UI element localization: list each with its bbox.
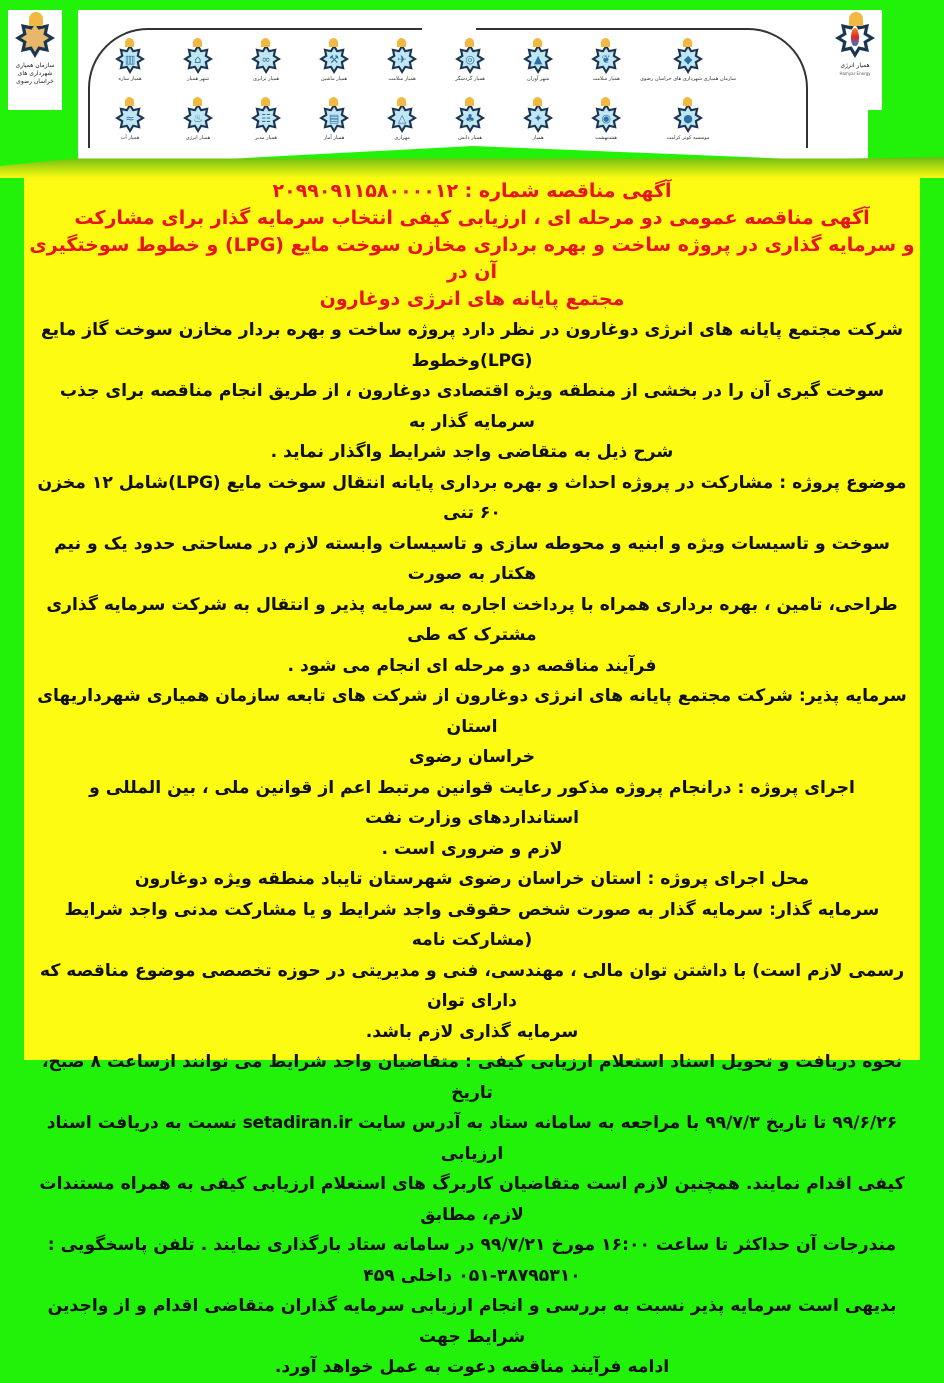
- notice-paragraph: [24, 895, 920, 1048]
- excavator-icon: ⚒: [319, 44, 349, 74]
- right-logo-caption-fa: همیار انرژی: [840, 62, 870, 69]
- notice-line: نحوه دریافت و تحویل اسناد استعلام ارزیابی کیفی : متقاضیان واجد شرایط می توانند ازساعت ۸ صبح، تاریخ: [41, 1052, 903, 1103]
- partner-logo: [436, 38, 504, 97]
- tender-notice: [24, 178, 920, 1383]
- partner-logo: [300, 38, 368, 97]
- notice-paragraph: [24, 864, 920, 895]
- notice-paragraph: [24, 1047, 920, 1291]
- partner-logo: [232, 38, 300, 97]
- notice-line: شرح ذیل به متقاضی واجد شرایط واگذار نماید .: [270, 442, 674, 462]
- partner-logo-label: همیار دانش: [458, 135, 483, 141]
- energy-flame-icon: ♨: [183, 103, 213, 133]
- org-emblem-icon: ◆: [673, 44, 703, 74]
- header-banner: [0, 0, 944, 180]
- notice-paragraph: [24, 468, 920, 682]
- partner-logo-label: مهرازی: [394, 135, 410, 141]
- partner-logo: [164, 38, 232, 97]
- partner-logo-label: شهر همیار: [187, 76, 209, 82]
- partner-logo: [96, 97, 164, 156]
- notice-paragraph: [24, 773, 920, 865]
- partner-logo-label: همیار مدیر: [255, 135, 278, 141]
- partner-logo: [504, 97, 572, 156]
- partner-logo-label: همیار گردشگر: [455, 76, 485, 82]
- notice-paragraph: [24, 681, 920, 773]
- partner-logo-label: همیار سازه: [118, 76, 142, 82]
- partner-logos-grid: [96, 38, 736, 156]
- partner-logo: [368, 38, 436, 97]
- notice-number-title: آگهی مناقصه شماره : ۲۰۹۹۰۹۱۱۵۸۰۰۰۰۱۲: [272, 180, 672, 202]
- partner-logo: [572, 38, 640, 97]
- notice-line: ادامه فرآیند مناقصه دعوت به عمل خواهد آورد.: [274, 1357, 670, 1377]
- notice-line: سرمایه گذار: سرمایه گذار به صورت شخص حقوقی واجد شرایط و یا مشارکت مدنی واجد شرایط (مشارکت نامه: [64, 899, 880, 950]
- water-hand-icon: ≈: [115, 103, 145, 133]
- partner-logo-label: شهر آوران: [527, 76, 550, 82]
- partner-logo: [504, 38, 572, 97]
- partner-logo: [436, 97, 504, 156]
- partner-logo-label: همیار ماشین: [320, 76, 348, 82]
- notice-heading-line-1: آگهی مناقصه عمومی دو مرحله ای ، ارزیابی کیفی انتخاب سرمایه گذار برای مشارکت: [74, 207, 870, 229]
- notice-line: شرکت مجتمع پایانه های انرژی دوغارون در نظر دارد پروژه ساخت و بهره بردار مخازن سوخت گاز مایع (LPG)وخطوط: [40, 320, 904, 371]
- notice-line: مندرجات آن حداکثر تا ساعت ۱۶:۰۰ مورخ ۹۹/۷/۲۱ در سامانه ستاد بارگذاری نمایند . تلفن پاسخگویی :: [47, 1235, 897, 1255]
- notice-line: اجرای پروژه : درانجام پروژه مذکور رعایت قوانین مرتبط اعم از قوانین ملی ، بین المللی و استانداردهای وزارت نفت: [89, 777, 855, 828]
- notice-line: فرآیند مناقصه دو مرحله ای انجام می شود .: [287, 655, 657, 676]
- pyramid-icon: △: [387, 103, 417, 133]
- city-dome-icon: ⌂: [183, 44, 213, 74]
- notice-paragraph: [24, 315, 920, 468]
- partner-logo-label: موسسه کوثر کرامت: [666, 135, 710, 141]
- partner-logo-label: هشتبهشت: [595, 135, 618, 141]
- notice-line: ۹۹/۶/۲۶ تا تاریخ ۹۹/۷/۳ با مراجعه به سامانه ستاد به آدرس سایت setadiran.ir نسبت به دریافت اسناد ارزیابی: [46, 1113, 898, 1164]
- notice-heading-line-3: مجتمع پایانه های انرژی دوغارون: [319, 288, 625, 310]
- partner-logo: [572, 97, 640, 156]
- notice-line: رسمی لازم است) با داشتن توان مالی ، مهندسی، فنی و مدیریتی در حوزه تخصصی موضوع مناقصه که دارای توان: [39, 960, 905, 1011]
- hasht-logo-icon: ◉: [591, 103, 621, 133]
- notice-line: بدیهی است سرمایه پذیر نسبت به بررسی و انجام ارزیابی سرمایه گذاران متقاضی اقدام و از واجدین شرایط جهت: [47, 1296, 897, 1347]
- transport-link-icon: ∞: [251, 44, 281, 74]
- partner-logo: [640, 38, 736, 97]
- tourism-globe-icon: ◎: [455, 44, 485, 74]
- notice-line: سرمایه پذیر: شرکت مجتمع پایانه های انرژی دوغارون از شرکت های تابعه سازمان همیاری شهرداریهای استان: [37, 686, 907, 737]
- partner-logo: [368, 97, 436, 156]
- plane-travel-icon: ✈: [387, 44, 417, 74]
- right-logo-caption: [837, 62, 872, 78]
- notice-line: لازم و ضروری است .: [381, 838, 563, 859]
- partner-logo-label: همیار آب: [120, 135, 140, 141]
- notice-line: طراحی، تامین ، بهره برداری همراه با پرداخت اجاره به سرمایه پذیر و انتقال به شرکت سرمایه گذاری مشترک که طی: [46, 594, 898, 645]
- notice-line: سوخت گیری آن را در بخشی از منطقه ویژه اقتصادی دوغارون ، از طریق انجام مناقصه برای جذب سرمایه گذار به: [59, 381, 885, 432]
- chart-stats-icon: ▤: [319, 103, 349, 133]
- notice-line: سرمایه گذاری لازم باشد.: [365, 1021, 579, 1042]
- left-logo-caption: سازمان همیاری شهرداری های خراسان رضوی: [15, 62, 55, 85]
- right-org-logo: [828, 10, 882, 110]
- hamyar-energy-logo-icon: [835, 18, 875, 58]
- partner-logo-label: همیار: [532, 135, 544, 141]
- partner-logo: [300, 97, 368, 156]
- gold-emblem-icon: ✦: [523, 103, 553, 133]
- book-tree-icon: ♣: [455, 103, 485, 133]
- partner-logo: [232, 97, 300, 156]
- notice-paragraph: [24, 1291, 920, 1383]
- municipal-cooperation-org-logo-icon: [15, 18, 55, 58]
- leaf-health-icon: ❦: [591, 44, 621, 74]
- city-build-icon: ▲: [523, 44, 553, 74]
- notice-line: خراسان رضوی: [408, 747, 535, 767]
- partner-logo-label: همیار انرژی: [185, 135, 211, 141]
- bird-globe-icon: ●: [673, 103, 703, 133]
- notice-line: موضوع پروژه : مشارکت در پروژه احداث و بهره برداری پایانه انتقال سوخت مایع (LPG)شامل ۱۲ مخزن ۶۰ تنی: [37, 472, 907, 523]
- partner-logo-label: همیار آمار: [323, 135, 345, 141]
- partner-logo: [640, 97, 736, 156]
- left-org-logo: [8, 10, 62, 110]
- right-logo-caption-en: Hamyar Energy: [839, 71, 871, 76]
- partner-logo-label: همیار سلامت: [592, 76, 620, 82]
- notice-line: محل اجرای پروژه : استان خراسان رضوی شهرستان تایباد منطقه ویژه دوغارون: [134, 869, 810, 889]
- building-structure-icon: ▥: [115, 44, 145, 74]
- partner-logo: [164, 97, 232, 156]
- partner-logo: [96, 38, 164, 97]
- notice-line: کیفی اقدام نمایند. همچنین لازم است متقاضیان کاربرگ های استعلام ارزیابی کیفی به همراه مستندات لازم، مطابق: [39, 1174, 905, 1225]
- notice-body: [24, 315, 920, 1383]
- partner-logo-label: سازمان همیاری شهرداری های خراسان رضوی: [640, 76, 736, 82]
- people-group-icon: ☷: [251, 103, 281, 133]
- notice-heading-line-2: و سرمایه گذاری در پروژه ساخت و بهره برداری مخازن سوخت مایع (LPG) و خطوط سوختگیری آن در: [29, 234, 915, 283]
- notice-line: سوخت و تاسیسات ویژه و ابنیه و محوطه سازی و تاسیسات وابسته لازم در مساحتی حدود یک و نیم هکتار به صورت: [54, 533, 890, 584]
- partner-logo-label: همیار سلامت: [388, 76, 416, 82]
- notice-line: ۰۵۱-۳۸۷۹۵۳۱۰ داخلی ۴۵۹: [363, 1265, 581, 1286]
- partner-logo-label: همیار ترابری: [252, 76, 280, 82]
